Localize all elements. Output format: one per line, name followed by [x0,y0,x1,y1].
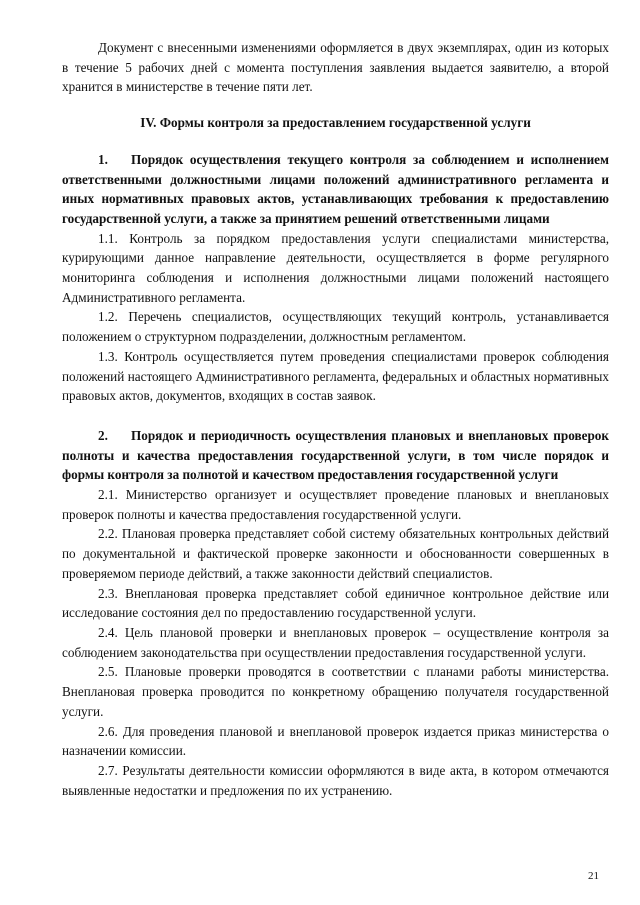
section-spacer [62,406,609,426]
paragraph-1-3: 1.3. Контроль осуществляется путем проведения специалистами проверок соблюдения положений настоящего Административного регламента, федеральных и областных нормативных правовых актов, документов, входящих в состав заявок. [62,348,609,404]
subsection-2-heading [62,426,609,485]
paragraph-1-1: 1.1. Контроль за порядком предоставления услуги специалистами министерства, курирующими данное направление деятельности, осуществляется в форме регулярного мониторинга соблюдения и исполнения должностными лицами положений настоящего Административного регламента. [62,230,609,305]
section-title: IV. Формы контроля за предоставлением государственной услуги [140,115,531,131]
subsection-1-heading [62,150,609,229]
page-number: 21 [588,870,599,882]
subsection-2-heading-text: Порядок и периодичность осуществления плановых и внеплановых проверок полноты и качества предоставления государственной услуги, в том числе порядок и формы контроля за полнотой и качеством предоставления государственной услуги [62,427,609,483]
subsection-2-number: 2. [98,427,108,443]
paragraph-2-1: 2.1. Министерство организует и осуществляет проведение плановых и внеплановых проверок полноты и качества предоставления государственной услуги. [62,487,609,522]
paragraph-2-6: 2.6. Для проведения плановой и внеплановой проверок издается приказ министерства о назначении комиссии. [62,723,609,759]
paragraph-2-3: 2.3. Внеплановая проверка представляет собой единичное контрольное действие или исследование состояния дел по предоставлению государственной услуги. [62,585,609,621]
paragraph-2-2: 2.2. Плановая проверка представляет собой систему обязательных контрольных действий по документальной и фактической проверке законности и обоснованности совершенных в проверяемом периоде действий, а также законности действий специалистов. [62,526,609,581]
paragraph-2-5: 2.5. Плановые проверки проводятся в соответствии с планами работы министерства. Внеплановая проверка проводится по конкретному обращению получателя государственной услуги. [62,664,609,719]
intro-paragraph: Документ с внесенными изменениями оформляется в двух экземплярах, один из которых в течение 5 рабочих дней с момента поступления заявления выдается заявителю, а второй хранится в министерстве в течение пяти лет. [62,40,609,95]
paragraph-2-7: 2.7. Результаты деятельности комиссии оформляются в виде акта, в котором отмечаются выявленные недостатки и предложения по их устранению. [62,762,609,798]
paragraph-2-4: 2.4. Цель плановой проверки и внеплановых проверок – осуществление контроля за соблюдением законодательства при осуществлении предоставления государственной услуги. [62,624,609,660]
paragraph-1-2: 1.2. Перечень специалистов, осуществляющих текущий контроль, устанавливается положением о структурном подразделении, должностным регламентом. [62,309,609,345]
subsection-1-heading-text: Порядок осуществления текущего контроля за соблюдением и исполнением ответственными должностными лицами положений административного регламента и иных нормативных правовых актов, устанавливающих требования к предоставлению государственной услуги, а также за принятием решений ответственными лицами [62,151,609,226]
document-page [62,38,609,800]
subsection-1-number: 1. [98,151,108,167]
